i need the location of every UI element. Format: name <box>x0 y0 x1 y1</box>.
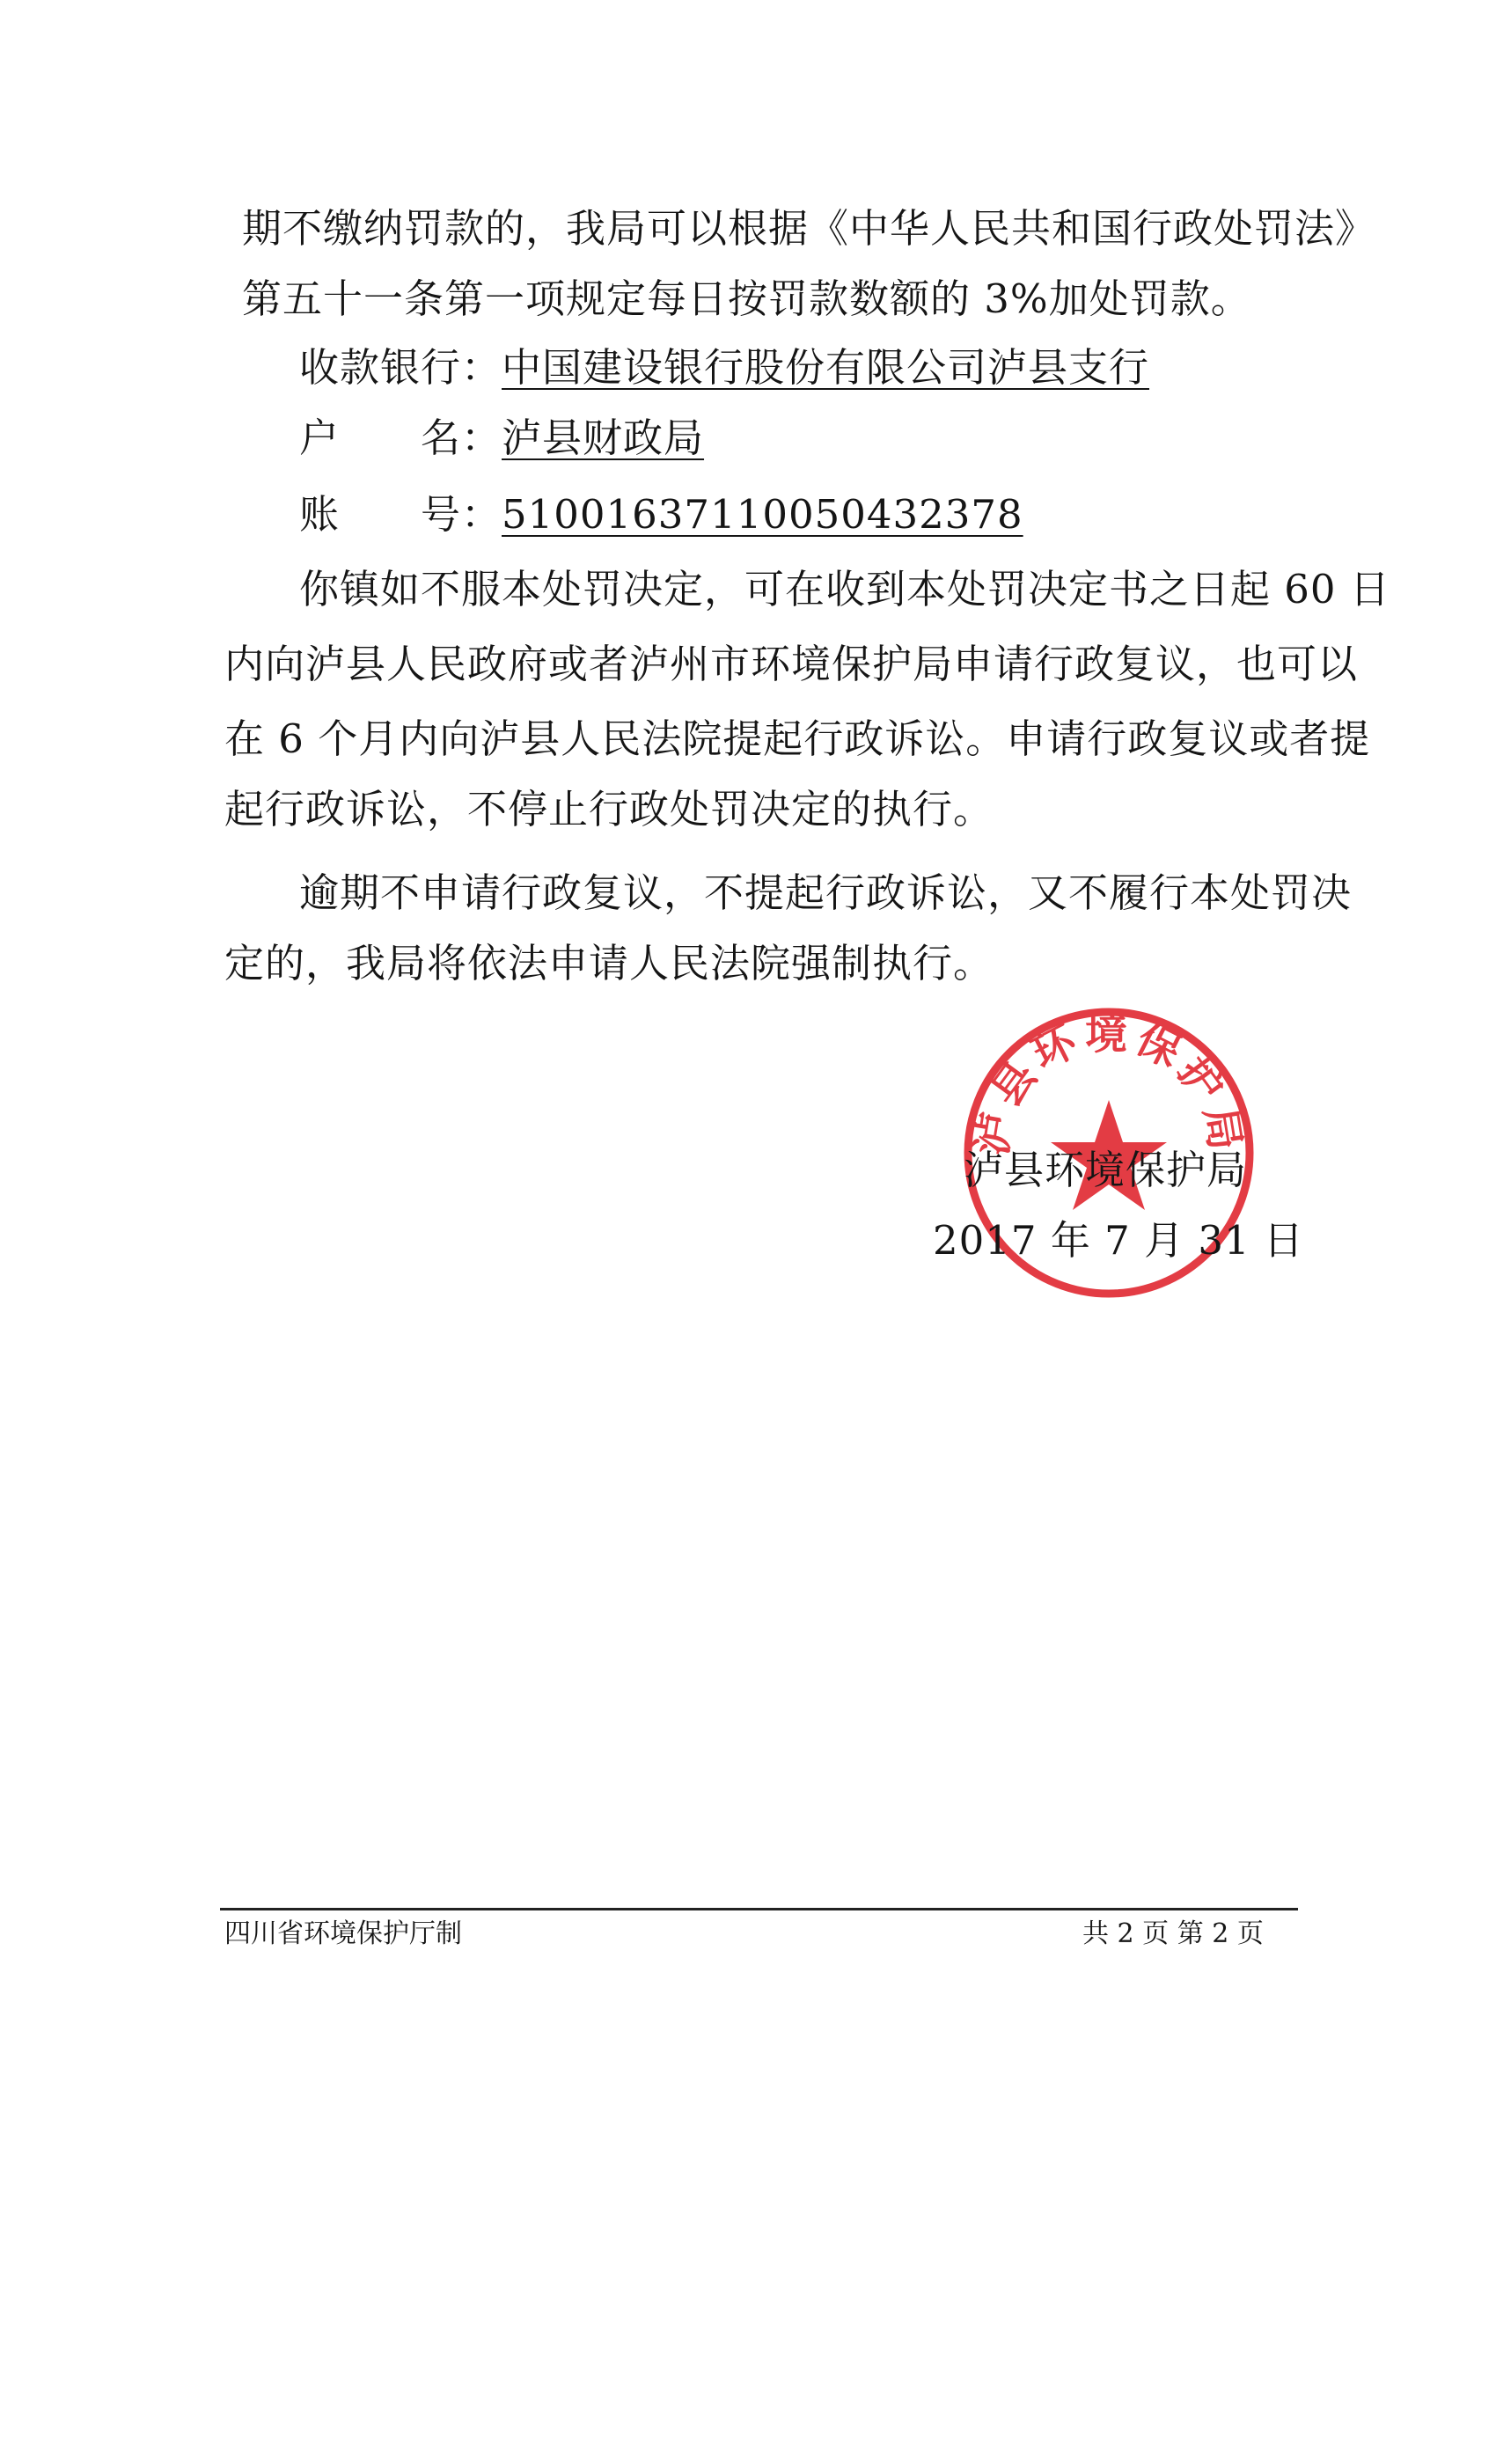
appeal-line-1: 你镇如不服本处罚决定，可在收到本处罚决定书之日起 60 日 <box>299 566 1390 612</box>
account-name-row <box>299 412 704 465</box>
account-no-label: 账 号： <box>299 491 502 538</box>
signature-org: 泸县环境保护局 <box>964 1147 1248 1193</box>
footer-page-number: 共 2 页 第 2 页 <box>1082 1918 1264 1949</box>
signature-date: 2017 年 7 月 31 日 <box>933 1217 1304 1264</box>
account-name-label: 户 名： <box>299 414 502 461</box>
appeal-line-3: 在 6 个月内向泸县人民法院提起行政诉讼。申请行政复议或者提 <box>224 715 1371 762</box>
account-no-value: 51001637110050432378 <box>502 491 1023 538</box>
enforcement-line-2: 定的，我局将依法申请人民法院强制执行。 <box>224 940 994 986</box>
account-no-row <box>299 488 1023 541</box>
seal-text: 泸县环境保护局 <box>966 1009 1251 1159</box>
footer-issuer: 四川省环境保护厅制 <box>224 1918 462 1949</box>
account-name-value: 泸县财政局 <box>502 414 705 461</box>
appeal-line-2: 内向泸县人民政府或者泸州市环境保护局申请行政复议，也可以 <box>224 641 1359 687</box>
bank-row <box>299 341 1149 394</box>
body-line-2: 第五十一条第一项规定每日按罚款数额的 3%加处罚款。 <box>242 275 1251 322</box>
body-line-1: 期不缴纳罚款的，我局可以根据《中华人民共和国行政处罚法》 <box>242 205 1376 252</box>
footer-divider <box>220 1908 1298 1910</box>
enforcement-line-1: 逾期不申请行政复议，不提起行政诉讼，又不履行本处罚决 <box>299 869 1353 916</box>
bank-label: 收款银行： <box>299 344 502 391</box>
appeal-line-4: 起行政诉讼，不停止行政处罚决定的执行。 <box>224 786 994 832</box>
bank-value: 中国建设银行股份有限公司泸县支行 <box>502 344 1150 391</box>
